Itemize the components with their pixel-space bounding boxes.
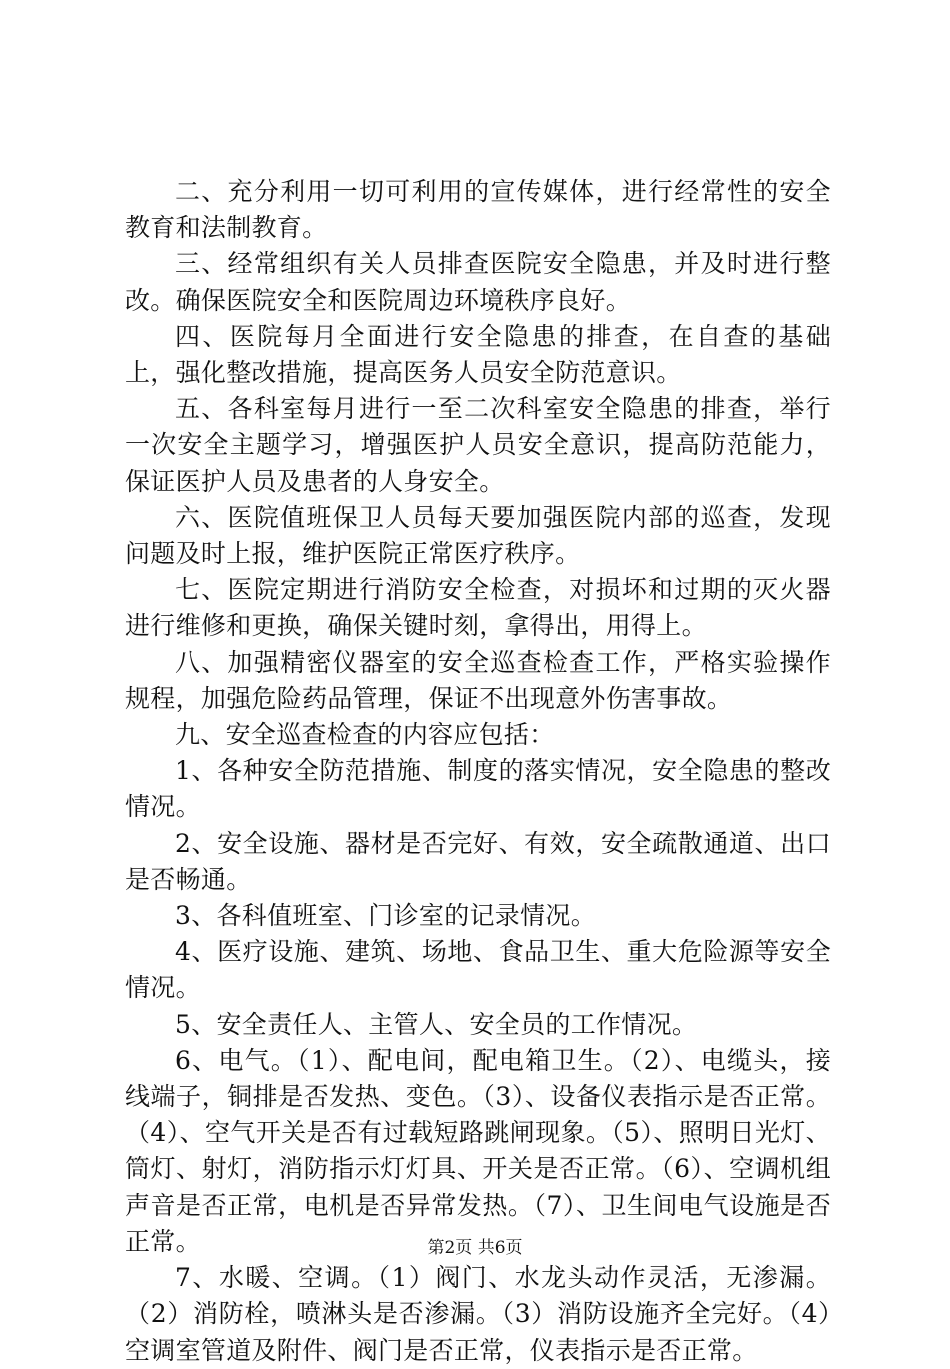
paragraph-6: 六、医院值班保卫人员每天要加强医院内部的巡查，发现问题及时上报，维护医院正常医疗秩序。 [125,502,831,569]
paragraph-9: 九、安全巡查检查的内容应包括： [175,720,555,750]
list-item-2: 2、安全设施、器材是否完好、有效，安全疏散通道、出口是否畅通。 [125,828,831,894]
list-item-4: 4、医疗设施、建筑、场地、食品卫生、重大危险源等安全情况。 [125,937,831,1003]
paragraph-4: 四、医院每月全面进行安全隐患的排查，在自查的基础上，强化整改措施，提高医务人员安全防范意识。 [125,321,831,388]
paragraph-7: 七、医院定期进行消防安全检查，对损坏和过期的灭火器进行维修和更换，确保关键时刻，拿得出，用得上。 [125,575,831,641]
document-body [125,174,831,1369]
paragraph-5: 五、各科室每月进行一至二次科室安全隐患的排查，举行一次安全主题学习，增强医护人员安全意识，提高防范能力，保证医护人员及患者的人身安全。 [125,394,831,496]
page-number-footer: 第2页 共6页 [427,1238,523,1258]
list-item-1: 1、各种安全防范措施、制度的落实情况，安全隐患的整改情况。 [125,756,831,822]
paragraph-2: 二、充分利用一切可利用的宣传媒体，进行经常性的安全教育和法制教育。 [125,177,831,243]
list-item-6: 6、电气。（1）、配电间，配电箱卫生。（2）、电缆头，接线端子，铜排是否发热、变色。（3）、设备仪表指示是否正常。（4）、空气开关是否有过载短路跳闸现象。（5）、照明日光灯、筒灯、射灯，消防指示灯灯具、开关是否正常。（6）、空调机组声音是否正常，电机是否异常发热。（7）、卫生间电气设施是否正常。 [125,1045,831,1256]
list-item-5: 5、安全责任人、主管人、安全员的工作情况。 [175,1009,698,1039]
list-item-7: 7、水暖、空调。（1）阀门、水龙头动作灵活，无渗漏。（2）消防栓，喷淋头是否渗漏。（3）消防设施齐全完好。（4）空调室管道及附件、阀门是否正常，仪表指示是否正常。 [125,1263,831,1365]
paragraph-3: 三、经常组织有关人员排查医院安全隐患，并及时进行整改。确保医院安全和医院周边环境秩序良好。 [125,249,831,315]
list-item-3: 3、各科值班室、门诊室的记录情况。 [175,901,597,931]
paragraph-8: 八、加强精密仪器室的安全巡查检查工作，严格实验操作规程，加强危险药品管理，保证不出现意外伤害事故。 [125,647,831,713]
